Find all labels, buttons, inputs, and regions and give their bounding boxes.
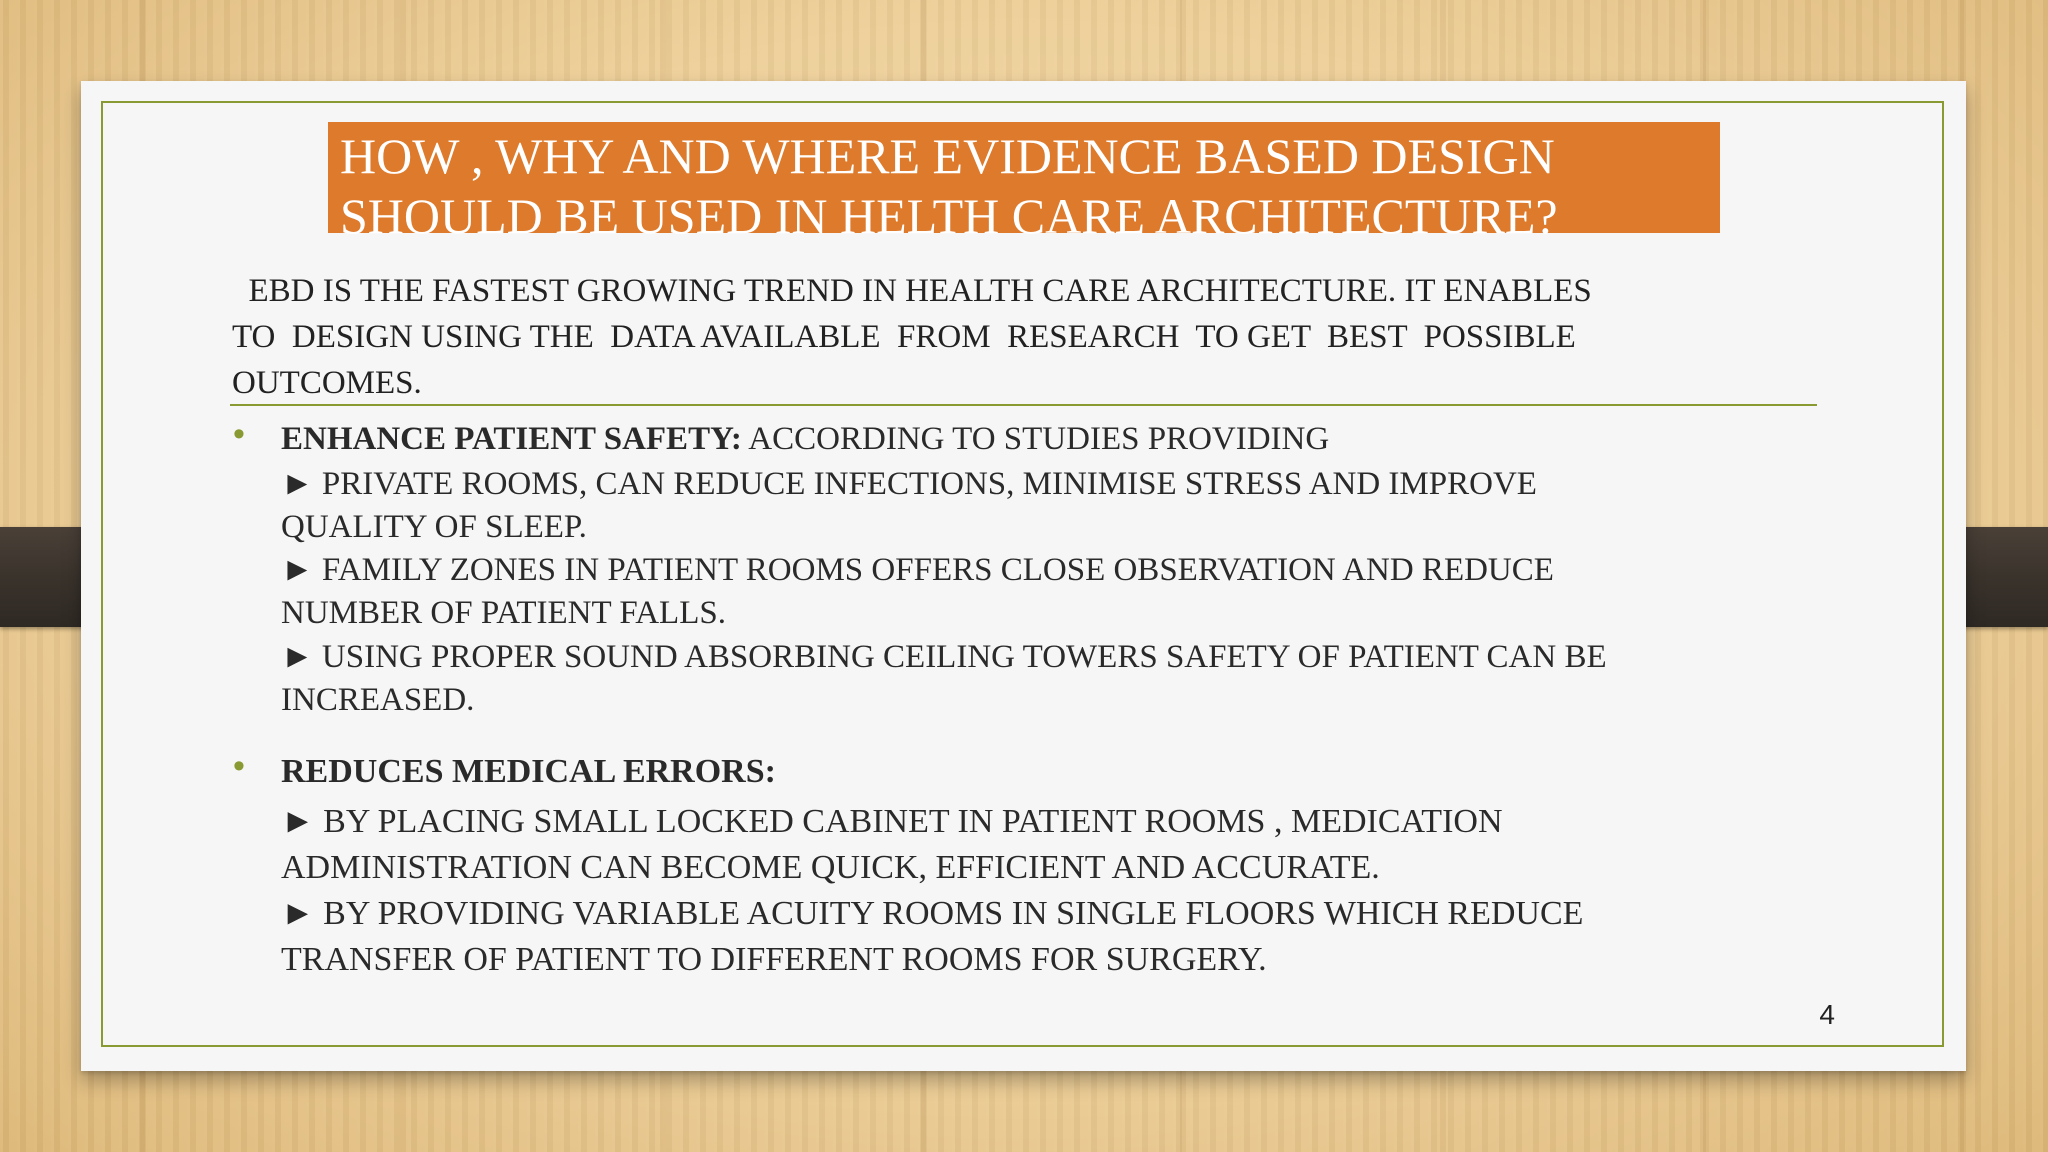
bullet-heading-line	[281, 421, 1329, 458]
intro-line-3: OUTCOMES.	[232, 365, 422, 401]
slide-title-line-2: SHOULD BE USED IN HELTH CARE ARCHITECTURE?	[340, 188, 1558, 244]
bullet-sub-line: TRANSFER OF PATIENT TO DIFFERENT ROOMS FOR SURGERY.	[281, 941, 1267, 978]
slide-title-line-1: HOW , WHY AND WHERE EVIDENCE BASED DESIGN	[340, 128, 1555, 184]
bullet-sub-line: ► BY PLACING SMALL LOCKED CABINET IN PATIENT ROOMS , MEDICATION	[281, 803, 1503, 840]
bullet-sub-line: ► FAMILY ZONES IN PATIENT ROOMS OFFERS CLOSE OBSERVATION AND REDUCE	[281, 552, 1554, 588]
bullet-heading-rest: ACCORDING TO STUDIES PROVIDING	[741, 421, 1330, 457]
bullet-heading-line	[281, 753, 776, 791]
intro-line-1: EBD IS THE FASTEST GROWING TREND IN HEALTH CARE ARCHITECTURE. IT ENABLES	[232, 273, 1592, 309]
slide-title	[328, 122, 1720, 244]
slide-paper	[81, 81, 1966, 1071]
bullet-sub-line: ► PRIVATE ROOMS, CAN REDUCE INFECTIONS, MINIMISE STRESS AND IMPROVE	[281, 466, 1537, 502]
bullet-marker: •	[233, 747, 245, 785]
bullet-sub-line: ► USING PROPER SOUND ABSORBING CEILING TOWERS SAFETY OF PATIENT CAN BE	[281, 639, 1607, 675]
bullet-heading: REDUCES MEDICAL ERRORS:	[281, 753, 776, 790]
intro-line-2: TO DESIGN USING THE DATA AVAILABLE FROM RESEARCH TO GET BEST POSSIBLE	[232, 319, 1576, 355]
bullet-marker: •	[233, 415, 245, 453]
bullet-sub-line: QUALITY OF SLEEP.	[281, 509, 587, 545]
bullet-sub-line: NUMBER OF PATIENT FALLS.	[281, 595, 726, 631]
bullet-sub-line: ► BY PROVIDING VARIABLE ACUITY ROOMS IN SINGLE FLOORS WHICH REDUCE	[281, 895, 1584, 932]
bullet-sub-line: INCREASED.	[281, 682, 475, 718]
divider-rule	[230, 404, 1817, 406]
page-number: 4	[1819, 999, 1835, 1030]
intro-paragraph	[232, 268, 1892, 406]
bullet-heading: ENHANCE PATIENT SAFETY:	[281, 421, 742, 457]
bullet-sub-line: ADMINISTRATION CAN BECOME QUICK, EFFICIENT AND ACCURATE.	[281, 849, 1380, 886]
